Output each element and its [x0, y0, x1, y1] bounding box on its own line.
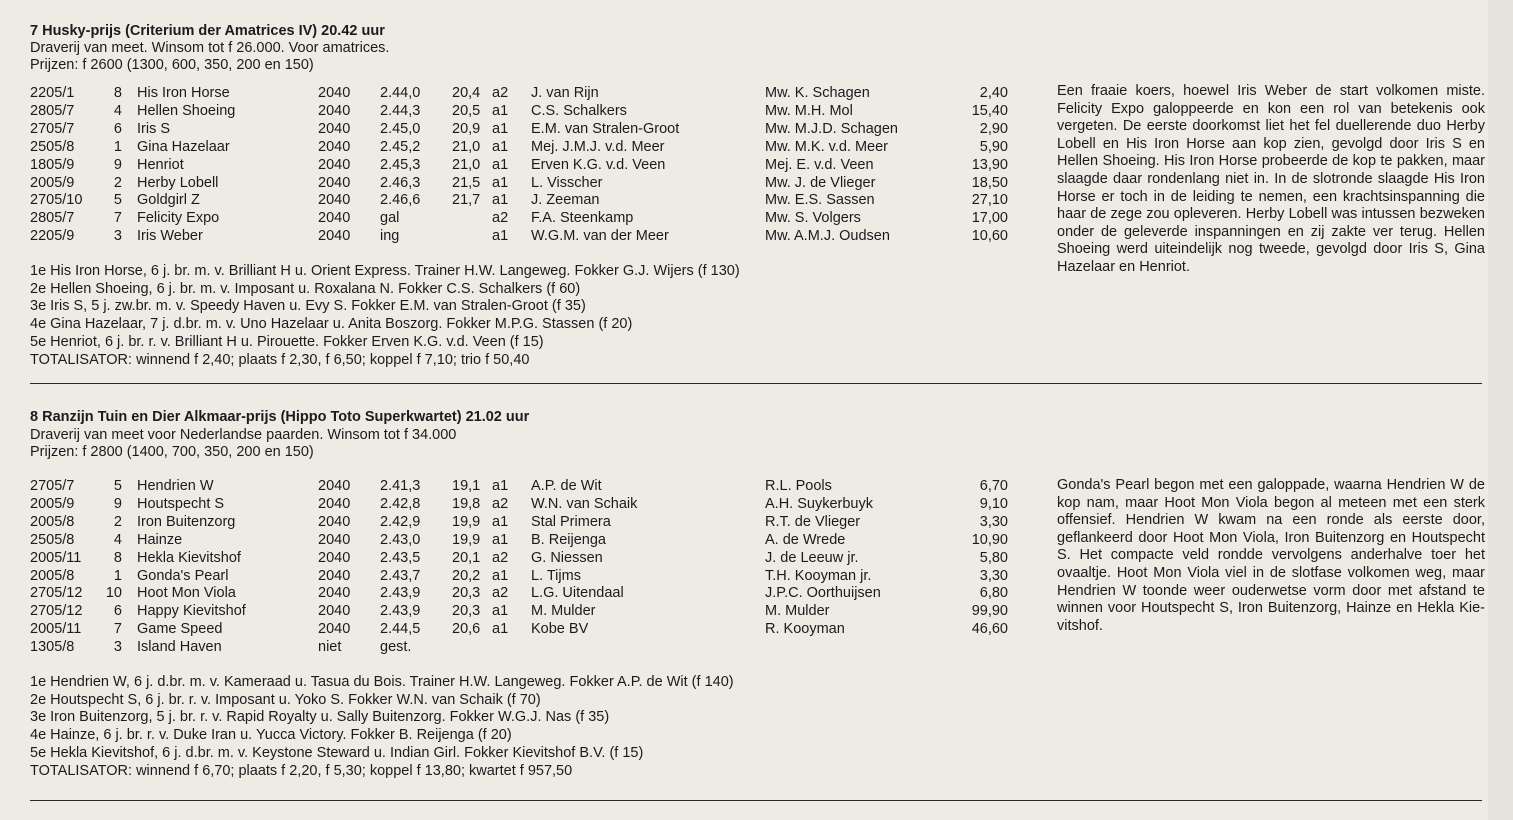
result-horse: Iron Buitenzorg: [137, 513, 236, 530]
result-row: [0, 602, 1060, 620]
result-row: [0, 84, 1060, 102]
result-time: 2.46,3: [380, 174, 421, 191]
result-horse: Hoot Mon Viola: [137, 585, 236, 602]
result-num: 8: [113, 549, 122, 566]
result-row: [0, 138, 1060, 156]
race-prizes: Prijzen: f 2800 (1400, 700, 350, 200 en 150): [30, 444, 314, 460]
placing-line: 4e Hainze, 6 j. br. r. v. Duke Iran u. Yucca Victory. Fokker B. Reijenga (f 20): [30, 727, 512, 744]
result-num: 2: [113, 513, 122, 530]
result-odds: 13,90: [971, 156, 1008, 173]
result-date: 2005/8: [30, 567, 75, 584]
result-red: 21,0: [452, 156, 481, 173]
result-num: 5: [113, 478, 122, 494]
result-dist: 2040: [318, 85, 351, 101]
result-trainer: R. Kooyman: [765, 621, 845, 638]
result-driver: W.G.M. van der Meer: [531, 228, 669, 245]
result-date: 2205/9: [30, 228, 75, 245]
result-start: a2: [492, 585, 509, 602]
result-date: 2705/7: [30, 120, 75, 137]
totalisator-line: TOTALISATOR: winnend f 6,70; plaats f 2,20, f 5,30; koppel f 13,80; kwartet f 957,50: [30, 762, 573, 779]
result-row: [0, 120, 1060, 138]
result-odds: 2,40: [979, 85, 1008, 101]
result-dist: 2040: [318, 495, 351, 512]
result-row: [0, 549, 1060, 567]
result-horse: Herby Lobell: [137, 174, 219, 191]
result-time: 2.45,3: [380, 156, 421, 173]
result-driver: A.P. de Wit: [531, 478, 602, 494]
result-horse: Island Haven: [137, 639, 222, 656]
result-trainer: T.H. Kooyman jr.: [765, 567, 872, 584]
result-horse: Game Speed: [137, 621, 223, 638]
result-horse: Hendrien W: [137, 478, 214, 494]
result-time: 2.43,5: [380, 549, 421, 566]
result-trainer: Mw. M.K. v.d. Meer: [765, 138, 889, 155]
result-trainer: J.P.C. Oorthuijsen: [765, 585, 881, 602]
result-start: a1: [492, 174, 509, 191]
result-driver: M. Mulder: [531, 603, 596, 620]
result-driver: F.A. Steenkamp: [531, 210, 634, 227]
result-start: a2: [492, 495, 509, 512]
result-num: 2: [113, 174, 122, 191]
result-start: a1: [492, 228, 509, 245]
result-date: 2705/7: [30, 478, 75, 494]
result-driver: L. Visscher: [531, 174, 603, 191]
result-driver: W.N. van Schaik: [531, 495, 638, 512]
result-num: 4: [113, 102, 122, 119]
result-num: 3: [113, 228, 122, 245]
race-conditions: Draverij van meet. Winsom tot f 26.000. Voor amatrices.: [30, 40, 390, 56]
race-prizes: Prijzen: f 2600 (1300, 600, 350, 200 en 150): [30, 57, 314, 73]
result-driver: E.M. van Stralen-Groot: [531, 120, 680, 137]
placing-line: 4e Gina Hazelaar, 7 j. d.br. m. v. Uno Hazelaar u. Anita Boszorg. Fokker M.P.G. Stassen (f 20): [30, 316, 633, 333]
result-num: 3: [113, 639, 122, 656]
result-horse: Houtspecht S: [137, 495, 225, 512]
result-driver: Erven K.G. v.d. Veen: [531, 156, 666, 173]
result-dist: 2040: [318, 228, 351, 245]
result-date: 2705/10: [30, 192, 83, 209]
result-odds: 27,10: [971, 192, 1008, 209]
result-odds: 17,00: [971, 210, 1008, 227]
result-time: 2.45,2: [380, 138, 421, 155]
result-date: 2005/11: [30, 549, 82, 566]
result-row: [0, 102, 1060, 120]
result-driver: C.S. Schalkers: [531, 102, 627, 119]
result-row: [0, 209, 1060, 227]
page-edge: [1488, 0, 1513, 820]
result-horse: Hellen Shoeing: [137, 102, 236, 119]
result-odds: 5,90: [979, 138, 1008, 155]
result-num: 9: [113, 156, 122, 173]
result-num: 5: [113, 192, 122, 209]
result-row: [0, 638, 1060, 656]
result-date: 1805/9: [30, 156, 75, 173]
result-odds: 18,50: [971, 174, 1008, 191]
result-time: 2.44,0: [380, 85, 421, 101]
result-trainer: M. Mulder: [765, 603, 830, 620]
result-num: 1: [113, 138, 122, 155]
result-start: a1: [492, 621, 509, 638]
result-date: 2505/8: [30, 138, 75, 155]
result-odds: 10,90: [971, 531, 1008, 548]
result-dist: 2040: [318, 174, 351, 191]
result-time: 2.42,9: [380, 513, 421, 530]
result-start: a1: [492, 603, 509, 620]
result-time: ing: [380, 228, 400, 245]
result-start: a1: [492, 156, 509, 173]
result-trainer: Mw. S. Volgers: [765, 210, 861, 227]
result-time: 2.44,3: [380, 102, 421, 119]
placing-line: 1e Hendrien W, 6 j. d.br. m. v. Kameraad u. Tasua du Bois. Trainer H.W. Langeweg. Fokker A.P. de Wit (f 140): [30, 674, 734, 690]
result-row: [0, 495, 1060, 513]
result-dist: 2040: [318, 478, 351, 494]
result-time: 2.43,0: [380, 531, 421, 548]
placing-line: 2e Hellen Shoeing, 6 j. br. m. v. Imposant u. Roxalana N. Fokker C.S. Schalkers (f 60): [30, 280, 581, 297]
result-time: 2.45,0: [380, 120, 421, 137]
section-divider: [30, 383, 1482, 384]
result-dist: 2040: [318, 621, 351, 638]
result-dist: 2040: [318, 120, 351, 137]
result-date: 2505/8: [30, 531, 75, 548]
result-start: a2: [492, 549, 509, 566]
result-odds: 15,40: [971, 102, 1008, 119]
result-red: 20,2: [452, 567, 481, 584]
result-odds: 9,10: [979, 495, 1008, 512]
result-driver: Kobe BV: [531, 621, 589, 638]
result-driver: Stal Primera: [531, 513, 611, 530]
result-trainer: Mw. M.H. Mol: [765, 102, 853, 119]
placing-line: 3e Iron Buitenzorg, 5 j. br. r. v. Rapid Royalty u. Sally Buitenzorg. Fokker W.G.J. Nas (f 35): [30, 709, 610, 726]
result-dist: 2040: [318, 210, 351, 227]
result-date: 2005/9: [30, 174, 75, 191]
result-dist: 2040: [318, 192, 351, 209]
result-horse: Iris S: [137, 120, 171, 137]
result-trainer: R.L. Pools: [765, 478, 832, 494]
result-red: 21,0: [452, 138, 481, 155]
race-comment: Een fraaie koers, hoewel Iris Weber de start volkomen miste. Felicity Expo galoppeerde en kon een rol van betekenis ook vergeten. De eerste doorkomst liet het fel duellerende duo Herby Lobell en His Iron Horse aan kop zien, gevolgd door Iris S en Hellen Shoeing. His Iron Horse probeerde de kop te pakken, maar slaagde daar rondenlang niet in. In de slotronde slaagde His Iron Horse er toch in de leiding te nemen, een krachtsinspanning die haar de zege zou opleveren. Herby Lobell was intussen bezweken onder de geleverde inspanningen en zij zakte ver terug. Hellen Shoeing werd uiteindelijk nog tweede, gevolgd door Iris S, Gina Hazelaar en Henriot.: [1057, 83, 1485, 275]
result-red: 20,9: [452, 120, 481, 137]
result-time: 2.44,5: [380, 621, 421, 638]
result-date: 2205/1: [30, 85, 75, 101]
result-odds: 6,70: [979, 478, 1008, 494]
result-row: [0, 567, 1060, 585]
result-dist: 2040: [318, 549, 351, 566]
result-driver: L.G. Uitendaal: [531, 585, 624, 602]
result-driver: L. Tijms: [531, 567, 581, 584]
race-title: 7 Husky-prijs (Criterium der Amatrices IV) 20.42 uur: [30, 23, 385, 39]
result-trainer: A. de Wrede: [765, 531, 846, 548]
result-row: [0, 513, 1060, 531]
result-time: 2.46,6: [380, 192, 421, 209]
result-date: 2005/8: [30, 513, 75, 530]
result-trainer: J. de Leeuw jr.: [765, 549, 859, 566]
result-start: a1: [492, 120, 509, 137]
result-start: a1: [492, 513, 509, 530]
placing-line: 5e Henriot, 6 j. br. r. v. Brilliant H u. Pirouette. Fokker Erven K.G. v.d. Veen (f 15): [30, 333, 544, 350]
result-time: gal: [380, 210, 400, 227]
result-row: [0, 477, 1060, 495]
result-dist: 2040: [318, 567, 351, 584]
result-date: 2805/7: [30, 210, 75, 227]
result-red: 20,3: [452, 585, 481, 602]
result-row: [0, 584, 1060, 602]
result-start: a1: [492, 192, 509, 209]
result-red: 20,6: [452, 621, 481, 638]
result-num: 10: [105, 585, 122, 602]
result-dist: niet: [318, 639, 342, 656]
result-odds: 99,90: [971, 603, 1008, 620]
result-horse: Felicity Expo: [137, 210, 220, 227]
result-row: [0, 227, 1060, 245]
result-horse: Henriot: [137, 156, 184, 173]
race-conditions: Draverij van meet voor Nederlandse paarden. Winsom tot f 34.000: [30, 427, 457, 443]
result-dist: 2040: [318, 585, 351, 602]
result-row: [0, 156, 1060, 174]
result-num: 6: [113, 603, 122, 620]
result-horse: Gonda's Pearl: [137, 567, 229, 584]
result-time: 2.43,9: [380, 603, 421, 620]
result-driver: J. van Rijn: [531, 85, 599, 101]
result-trainer: Mw. K. Schagen: [765, 85, 870, 101]
result-odds: 6,80: [979, 585, 1008, 602]
race-comment: Gonda's Pearl begon met een galoppade, waarna Hendrien W de kop nam, maar Hoot Mon Viola begon al meteen met een sterk offensief. Hendrien W kwam na een ronde als eerste door, geflankeerd door Hoot Mon Viola, Iron Buitenzorg en Houtspecht S. Het compacte veld rondde vervolgens anderhalve toer het ovaaltje. Hoot Mon Viola viel in de slotfase volkomen weg, maar Hendrien W toonde weer ouderwetse vorm door met afstand te winnen voor Houtspecht S, Iron Buitenzorg, Hainze en Hekla Kievitshof.: [1057, 477, 1485, 634]
result-time: 2.43,7: [380, 567, 421, 584]
result-red: 20,3: [452, 603, 481, 620]
result-start: a1: [492, 567, 509, 584]
result-horse: Happy Kievitshof: [137, 603, 246, 620]
result-red: 21,7: [452, 192, 481, 209]
result-dist: 2040: [318, 513, 351, 530]
result-start: a1: [492, 102, 509, 119]
result-time: 2.43,9: [380, 585, 421, 602]
result-row: [0, 191, 1060, 209]
result-odds: 5,80: [979, 549, 1008, 566]
result-start: a2: [492, 85, 509, 101]
result-odds: 46,60: [971, 621, 1008, 638]
result-date: 2705/12: [30, 603, 83, 620]
result-red: 20,1: [452, 549, 481, 566]
result-horse: Gina Hazelaar: [137, 138, 230, 155]
result-trainer: Mw. M.J.D. Schagen: [765, 120, 898, 137]
result-date: 2805/7: [30, 102, 75, 119]
result-red: 21,5: [452, 174, 481, 191]
result-horse: Hekla Kievitshof: [137, 549, 241, 566]
result-driver: J. Zeeman: [531, 192, 600, 209]
result-odds: 2,90: [979, 120, 1008, 137]
result-dist: 2040: [318, 603, 351, 620]
placing-line: 1e His Iron Horse, 6 j. br. m. v. Brilliant H u. Orient Express. Trainer H.W. Langeweg. Fokker G.J. Wijers (f 130): [30, 263, 740, 279]
result-date: 1305/8: [30, 639, 75, 656]
result-odds: 10,60: [971, 228, 1008, 245]
result-num: 7: [113, 621, 122, 638]
result-trainer: Mw. J. de Vlieger: [765, 174, 876, 191]
result-trainer: Mw. E.S. Sassen: [765, 192, 875, 209]
totalisator-line: TOTALISATOR: winnend f 2,40; plaats f 2,30, f 6,50; koppel f 7,10; trio f 50,40: [30, 351, 530, 368]
result-horse: Hainze: [137, 531, 183, 548]
result-red: 19,9: [452, 513, 481, 530]
result-num: 1: [113, 567, 122, 584]
result-trainer: A.H. Suykerbuyk: [765, 495, 873, 512]
result-trainer: Mej. E. v.d. Veen: [765, 156, 874, 173]
result-row: [0, 531, 1060, 549]
result-horse: His Iron Horse: [137, 85, 230, 101]
result-start: a1: [492, 531, 509, 548]
result-row: [0, 620, 1060, 638]
result-num: 6: [113, 120, 122, 137]
result-num: 9: [113, 495, 122, 512]
placing-line: 5e Hekla Kievitshof, 6 j. d.br. m. v. Keystone Steward u. Indian Girl. Fokker Kievitshof B.V. (f 15): [30, 744, 644, 761]
section-divider: [30, 800, 1482, 801]
placing-line: 3e Iris S, 5 j. zw.br. m. v. Speedy Haven u. Evy S. Fokker E.M. van Stralen-Groot (f 35): [30, 298, 586, 315]
result-driver: B. Reijenga: [531, 531, 606, 548]
placing-line: 2e Houtspecht S, 6 j. br. r. v. Imposant u. Yoko S. Fokker W.N. van Schaik (f 70): [30, 691, 541, 708]
result-start: a2: [492, 210, 509, 227]
result-odds: 3,30: [979, 513, 1008, 530]
result-date: 2005/9: [30, 495, 75, 512]
result-horse: Iris Weber: [137, 228, 203, 245]
result-driver: G. Niessen: [531, 549, 603, 566]
result-num: 8: [113, 85, 122, 101]
result-date: 2705/12: [30, 585, 83, 602]
result-dist: 2040: [318, 531, 351, 548]
result-start: a1: [492, 138, 509, 155]
result-row: [0, 174, 1060, 192]
result-num: 7: [113, 210, 122, 227]
result-red: 19,1: [452, 478, 481, 494]
result-driver: Mej. J.M.J. v.d. Meer: [531, 138, 665, 155]
result-num: 4: [113, 531, 122, 548]
result-trainer: R.T. de Vlieger: [765, 513, 861, 530]
result-dist: 2040: [318, 102, 351, 119]
result-time: gest.: [380, 639, 412, 656]
result-horse: Goldgirl Z: [137, 192, 200, 209]
result-start: a1: [492, 478, 509, 494]
result-dist: 2040: [318, 156, 351, 173]
result-time: 2.42,8: [380, 495, 421, 512]
result-time: 2.41,3: [380, 478, 421, 494]
result-dist: 2040: [318, 138, 351, 155]
result-red: 20,5: [452, 102, 481, 119]
result-red: 19,9: [452, 531, 481, 548]
result-red: 19,8: [452, 495, 481, 512]
race-title: 8 Ranzijn Tuin en Dier Alkmaar-prijs (Hippo Toto Superkwartet) 21.02 uur: [30, 409, 530, 425]
result-trainer: Mw. A.M.J. Oudsen: [765, 228, 890, 245]
result-date: 2005/11: [30, 621, 82, 638]
result-odds: 3,30: [979, 567, 1008, 584]
result-red: 20,4: [452, 85, 481, 101]
